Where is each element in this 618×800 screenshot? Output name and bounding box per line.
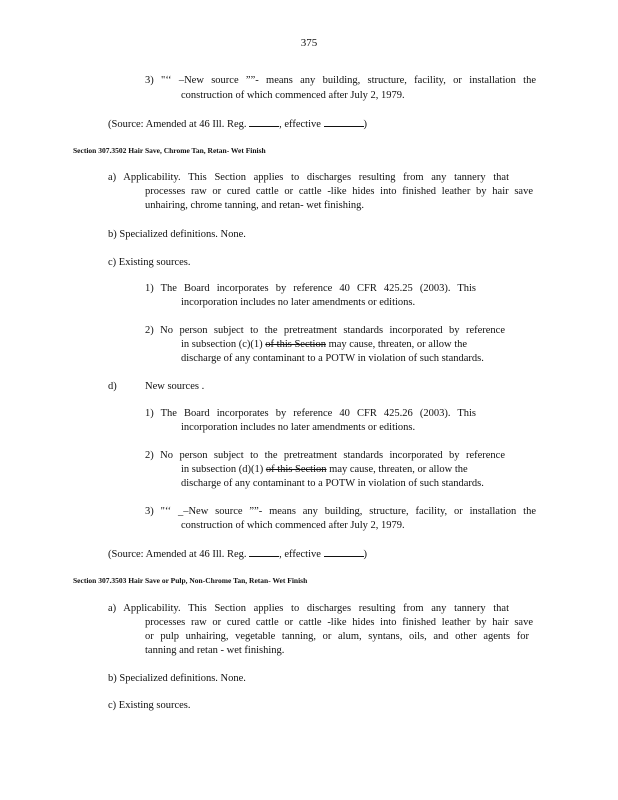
definition-new-source-line-1: 3) "‘‘ –New source ””- means any building, structure, facility, or installation the	[145, 75, 536, 86]
effective-blank	[324, 117, 364, 127]
new-sources-item-1-line-2: incorporation includes no later amendments or editions.	[181, 422, 416, 433]
specialized-definitions: b) Specialized definitions. None.	[108, 673, 246, 684]
applicability-line-2: processes raw or cured cattle or cattle -like hides into finished leather by hair save	[145, 617, 533, 628]
page-number: 375	[300, 37, 318, 49]
section-heading: Section 307.3502 Hair Save, Chrome Tan, Retan- Wet Finish	[73, 146, 266, 155]
applicability-line-4: tanning and retan - wet finishing.	[145, 645, 285, 656]
new-sources-item-3-line-1: 3) "‘‘ _–New source ””- means any building, structure, facility, or installation the	[145, 506, 536, 517]
specialized-definitions: b) Specialized definitions. None.	[108, 229, 246, 240]
section-heading: Section 307.3503 Hair Save or Pulp, Non-Chrome Tan, Retan- Wet Finish	[73, 576, 308, 585]
applicability-line-3: or pulp unhairing, vegetable tanning, or alum, syntans, oils, and other agents for	[145, 631, 529, 642]
source-note	[108, 547, 367, 561]
existing-sources-heading: c) Existing sources.	[108, 257, 191, 268]
new-sources-item-2-line-2	[181, 463, 468, 476]
existing-sources-item-2-line-3: discharge of any contaminant to a POTW in violation of such standards.	[181, 353, 484, 364]
source-note-text: (Source: Amended at 46 Ill. Reg.	[108, 119, 247, 130]
new-sources-item-3-line-2: construction of which commenced after July 2, 1979.	[181, 520, 405, 531]
source-note-text: (Source: Amended at 46 Ill. Reg.	[108, 549, 247, 560]
existing-sources-heading: c) Existing sources.	[108, 700, 191, 711]
source-note-close: )	[363, 119, 368, 130]
register-blank	[249, 547, 279, 557]
applicability-line-1: a) Applicability. This Section applies to discharges resulting from any tannery that	[108, 172, 509, 183]
existing-sources-item-1-line-1: 1) The Board incorporates by reference 40 CFR 425.25 (2003). This	[145, 283, 476, 294]
subsection-text: may cause, threaten, or allow the	[329, 464, 468, 475]
applicability-line-1: a) Applicability. This Section applies to discharges resulting from any tannery that	[108, 603, 509, 614]
source-note	[108, 117, 367, 131]
new-sources-item-1-line-1: 1) The Board incorporates by reference 40 CFR 425.26 (2003). This	[145, 408, 476, 419]
new-sources-letter: d)	[108, 381, 117, 392]
existing-sources-item-2-line-2	[181, 338, 467, 351]
applicability-line-2: processes raw or cured cattle or cattle -like hides into finished leather by hair save	[145, 186, 533, 197]
source-note-effective: , effective	[279, 549, 321, 560]
existing-sources-item-1-line-2: incorporation includes no later amendments or editions.	[181, 297, 416, 308]
subsection-reference: in subsection (c)(1)	[181, 339, 263, 350]
register-blank	[249, 117, 279, 127]
definition-new-source-line-2: construction of which commenced after July 2, 1979.	[181, 90, 405, 101]
subsection-reference: in subsection (d)(1)	[181, 464, 264, 475]
struck-text: of this Section	[265, 339, 326, 350]
new-sources-item-2-line-3: discharge of any contaminant to a POTW in violation of such standards.	[181, 478, 484, 489]
struck-text: of this Section	[265, 464, 327, 475]
new-sources-item-2-line-1: 2) No person subject to the pretreatment standards incorporated by reference	[145, 450, 505, 461]
effective-blank	[324, 547, 364, 557]
source-note-effective: , effective	[279, 119, 321, 130]
subsection-text: may cause, threaten, or allow the	[328, 339, 468, 350]
source-note-close: )	[363, 549, 368, 560]
applicability-line-3: unhairing, chrome tanning, and retan- wet finishing.	[145, 200, 364, 211]
existing-sources-item-2-line-1: 2) No person subject to the pretreatment standards incorporated by reference	[145, 325, 505, 336]
new-sources-heading: New sources .	[145, 381, 205, 392]
